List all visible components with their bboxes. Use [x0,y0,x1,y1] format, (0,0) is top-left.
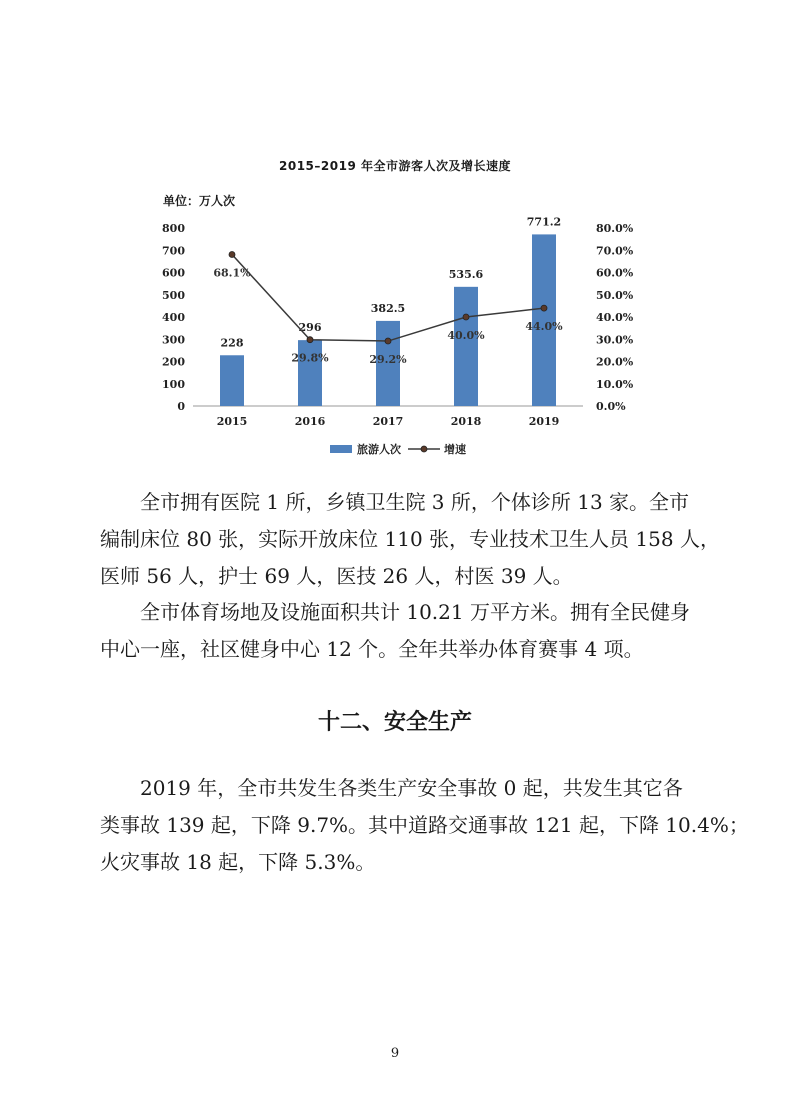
bar [298,340,322,406]
growth-data-label: 29.8% [291,351,329,365]
legend-bar-label: 旅游人次 [357,443,401,456]
health-line-2-text: 编制床位 80 张，实际开放床位 110 张，专业技术卫生人员 158 人， [100,527,720,551]
bar [220,355,244,406]
safety-line-1-text: 2019 年，全市共发生各类生产安全事故 0 起，共发生其它各 [140,776,683,800]
sports-line-2-text: 中心一座，社区健身中心 12 个。全年共举办体育赛事 4 项。 [100,637,644,661]
legend-line-marker [421,446,427,452]
x-tick-label: 2018 [450,415,482,428]
sports-line-2 [100,631,700,668]
health-line-2 [100,521,720,558]
y-right-tick-label: 60.0% [596,266,634,280]
bar-data-label: 535.6 [448,267,484,281]
legend-bar-swatch [330,445,352,453]
y-left-tick-label: 500 [162,288,185,302]
x-tick-label: 2019 [528,415,560,428]
x-tick-label: 2016 [294,415,326,428]
y-right-tick-label: 70.0% [596,244,634,258]
x-tick-label: 2017 [372,415,404,428]
y-left-tick-label: 300 [162,333,185,347]
bar-data-label: 771.2 [526,215,562,229]
growth-data-label: 29.2% [369,353,407,367]
chart-title: 2015–2019 年全市游客人次及增长速度 [279,159,511,173]
growth-point [229,251,235,257]
y-right-tick-label: 10.0% [596,377,634,391]
sports-line-1-text: 全市体育场地及设施面积共计 10.21 万平方米。拥有全民健身 [140,600,690,624]
sports-line-1 [140,594,700,631]
y-right-tick-label: 80.0% [596,222,634,235]
legend-line-label: 增速 [444,443,466,456]
growth-data-label: 68.1% [213,266,251,280]
growth-point [307,337,313,343]
y-left-tick-label: 600 [162,266,185,280]
y-right-tick-label: 20.0% [596,355,634,369]
x-tick-label: 2015 [216,415,248,428]
y-left-tick-label: 400 [162,311,185,324]
section-heading: 十二、安全生产 [317,710,472,735]
health-line-1-text: 全市拥有医院 1 所，乡镇卫生院 3 所，个体诊所 13 家。全市 [140,490,690,514]
y-left-tick-label: 200 [162,355,185,369]
growth-point [541,305,547,311]
y-left-tick-label: 0 [177,400,185,413]
safety-paragraph [100,770,749,881]
growth-data-label: 40.0% [447,329,485,342]
tourism-chart [0,0,790,470]
y-right-tick-label: 0.0% [596,400,626,413]
y-left-tick-label: 800 [162,222,185,235]
health-line-1 [140,484,700,521]
bar-data-label: 382.5 [370,301,406,315]
health-paragraph [100,484,720,595]
safety-line-2 [100,807,749,844]
safety-line-2-text: 类事故 139 起，下降 9.7%。其中道路交通事故 121 起，下降 10.4%； [100,813,749,837]
safety-line-3 [100,844,700,881]
safety-line-1 [140,770,700,807]
health-line-3-text: 医师 56 人，护士 69 人，医技 26 人，村医 39 人。 [100,564,573,588]
health-line-3 [100,558,700,595]
y-right-tick-label: 40.0% [596,311,634,324]
growth-point [385,338,391,344]
y-right-tick-label: 50.0% [596,288,634,302]
y-left-tick-label: 700 [162,244,185,258]
growth-point [463,314,469,320]
y-right-tick-label: 30.0% [596,333,634,347]
growth-data-label: 44.0% [525,320,563,334]
chart-unit-label: 单位：万人次 [163,194,236,208]
safety-line-3-text: 火灾事故 18 起，下降 5.3%。 [100,850,376,874]
bar-data-label: 296 [298,321,322,335]
bar [454,287,478,406]
sports-paragraph [100,594,700,668]
page-number: 9 [390,1046,400,1061]
bar-data-label: 228 [220,336,244,350]
y-left-tick-label: 100 [162,377,185,391]
